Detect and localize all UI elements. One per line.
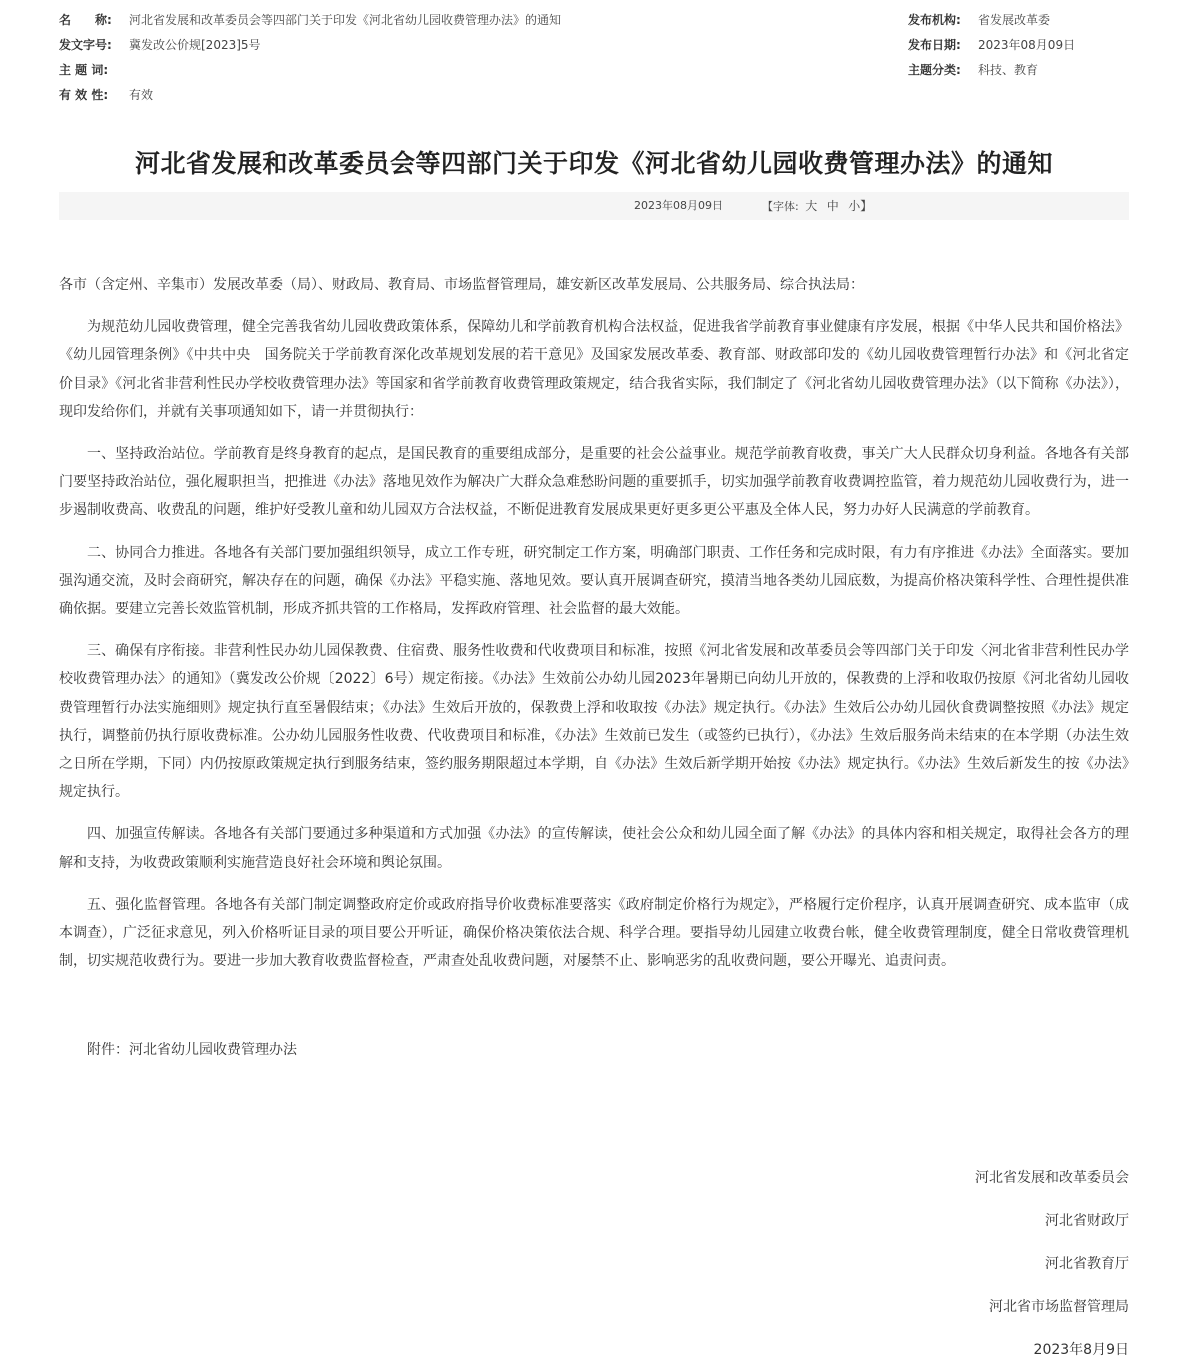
salutation: 各市（含定州、辛集市）发展改革委（局）、财政局、教育局、市场监督管理局，雄安新区改革发展局、公共服务局、综合执法局： <box>59 277 864 293</box>
meta-issuer-value: 省发展改革委 <box>978 13 1051 27</box>
paragraph-2: 二、协同合力推进。各地各有关部门要加强组织领导，成立工作专班，研究制定工作方案，明确部门职责、工作任务和完成时限，有力有序推进《办法》全面落实。要加强沟通交流，及时会商研究，解决存在的问题，确保《办法》平稳实施、落地见效。要认真开展调查研究，摸清当地各类幼儿园底数，为提高价格决策科学性、合理性提供准确依据。要建立完善长效监管机制，形成齐抓共管的工作格局，发挥政府管理、社会监督的最大效能。 <box>59 544 1129 618</box>
meta-date-row <box>908 33 1148 58</box>
meta-keyword-label: 主 题 词: <box>59 63 109 77</box>
meta-category-row <box>908 58 1148 83</box>
signature-date: 2023年8月9日 <box>1033 1342 1129 1358</box>
meta-validity-row <box>59 83 859 108</box>
paragraph-3: 三、确保有序衔接。非营利性民办幼儿园保教费、住宿费、服务性收费和代收费项目和标准，按照《河北省发展和改革委员会等四部门关于印发〈河北省非营利性民办学校收费管理办法〉的通知》（冀发改公价规〔2022〕6号）规定衔接。《办法》生效前公办幼儿园2023年暑期已向幼儿开放的，保教费的上浮和收取仍按原《河北省幼儿园收费管理暂行办法实施细则》规定执行直至暑假结束；《办法》生效后开放的，保教费上浮和收取按《办法》规定执行。《办法》生效后公办幼儿园伙食费调整按照《办法》规定执行，调整前仍执行原收费标准。公办幼儿园服务性收费、代收费项目和标准，《办法》生效前已发生（或签约已执行），《办法》生效后服务尚未结束的在本学期（办法生效之日所在学期，下同）内仍按原政策规定执行到服务结束，签约服务期限超过本学期，自《办法》生效后新学期开始按《办法》规定执行。《办法》生效后新发生的按《办法》规定执行。 <box>59 643 1129 801</box>
paragraph-4: 四、加强宣传解读。各地各有关部门要通过多种渠道和方式加强《办法》的宣传解读，使社会公众和幼儿园全面了解《办法》的具体内容和相关规定，取得社会各方的理解和支持，为收费政策顺利实施营造良好社会环境和舆论氛围。 <box>59 826 1129 871</box>
font-size-label: 【字体: <box>762 200 799 213</box>
signature-ndrc: 河北省发展和改革委员会 <box>975 1170 1129 1186</box>
signature-education: 河北省教育厅 <box>1045 1256 1129 1272</box>
meta-issuer-row <box>908 8 1148 33</box>
meta-category-value: 科技、教育 <box>978 63 1039 77</box>
font-medium-button[interactable]: 中 <box>826 199 839 213</box>
meta-right <box>908 8 1148 83</box>
signature-finance: 河北省财政厅 <box>1045 1213 1129 1229</box>
article-info-bar <box>59 192 1129 220</box>
paragraph-intro: 为规范幼儿园收费管理，健全完善我省幼儿园收费政策体系，保障幼儿和学前教育机构合法权益，促进我省学前教育事业健康有序发展，根据《中华人民共和国价格法》《幼儿园管理条例》《中共中央 国务院关于学前教育深化改革规划发展的若干意见》及国家发展改革委、教育部、财政部印发的《幼儿园收费管理暂行办法》和《河北省定价目录》《河北省非营利性民办学校收费管理办法》等国家和省学前教育收费管理政策规定，结合我省实际，我们制定了《河北省幼儿园收费管理办法》（以下简称《办法》），现印发给你们，并就有关事项通知如下，请一并贯彻执行： <box>59 319 1129 420</box>
meta-name-value: 河北省发展和改革委员会等四部门关于印发《河北省幼儿园收费管理办法》的通知 <box>129 13 562 27</box>
meta-validity-value: 有效 <box>129 88 154 102</box>
meta-docno-label: 发文字号: <box>59 38 112 52</box>
meta-docno-value: 冀发改公价规[2023]5号 <box>129 38 261 52</box>
paragraph-1: 一、坚持政治站位。学前教育是终身教育的起点，是国民教育的重要组成部分，是重要的社会公益事业。规范学前教育收费，事关广大人民群众切身利益。各地各有关部门要坚持政治站位，强化履职担当，把推进《办法》落地见效作为解决广大群众急难愁盼问题的重要抓手，切实加强学前教育收费调控监管，着力规范幼儿园收费行为，进一步遏制收费高、收费乱的问题，维护好受教儿童和幼儿园双方合法权益，不断促进教育发展成果更好更多更公平惠及全体人民，努力办好人民满意的学前教育。 <box>59 446 1129 519</box>
meta-date-label: 发布日期: <box>908 38 961 52</box>
font-small-button[interactable]: 小】 <box>848 199 873 213</box>
attachment-link[interactable]: 河北省幼儿园收费管理办法 <box>129 1042 297 1058</box>
signature-market: 河北省市场监督管理局 <box>989 1299 1129 1315</box>
article-pub-date: 2023年08月09日 <box>634 199 723 212</box>
meta-name-label: 名 称: <box>59 13 112 27</box>
meta-date-value: 2023年08月09日 <box>978 38 1076 52</box>
meta-validity-label: 有 效 性: <box>59 88 109 102</box>
article-title: 河北省发展和改革委员会等四部门关于印发《河北省幼儿园收费管理办法》的通知 <box>134 149 1053 178</box>
meta-left <box>59 8 859 108</box>
paragraph-5: 五、强化监督管理。各地各有关部门制定调整政府定价或政府指导价收费标准要落实《政府制定价格行为规定》，严格履行定价程序，认真开展调查研究、成本监审（成本调查），广泛征求意见，列入价格听证目录的项目要公开听证，确保价格决策依法合规、科学合理。要指导幼儿园建立收费台帐，健全收费管理制度，健全日常收费管理机制，切实规范收费行为。要进一步加大教育收费监督检查，严肃查处乱收费问题，对屡禁不止、影响恶劣的乱收费问题，要公开曝光、追责问责。 <box>59 896 1129 970</box>
meta-docno-row <box>59 33 859 58</box>
font-size-control <box>762 192 875 221</box>
attachment-label: 附件： <box>87 1042 129 1058</box>
article-body <box>59 271 1129 989</box>
meta-keyword-row <box>59 58 859 83</box>
attachment <box>87 1036 297 1064</box>
meta-issuer-label: 发布机构: <box>908 13 961 27</box>
meta-name-row <box>59 8 859 33</box>
meta-category-label: 主题分类: <box>908 63 961 77</box>
font-large-button[interactable]: 大 <box>805 199 818 213</box>
